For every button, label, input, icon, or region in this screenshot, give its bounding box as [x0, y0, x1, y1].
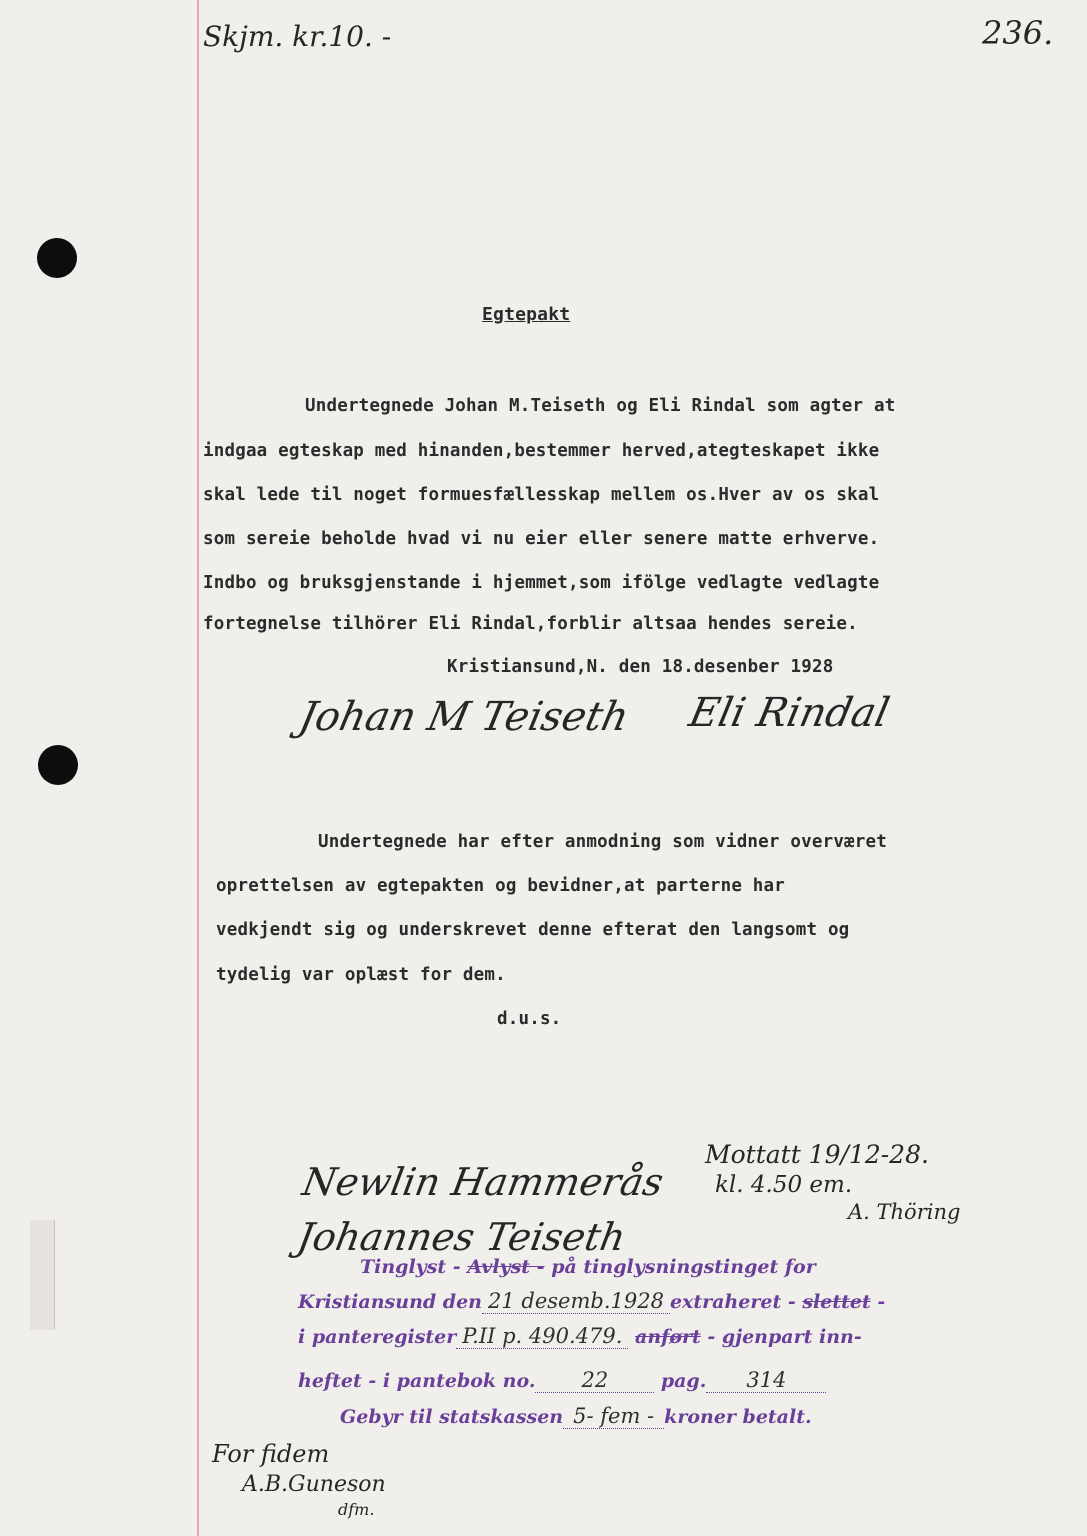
stamp-fee-amount: 5- fem - [563, 1404, 664, 1429]
stamp-place: Kristiansund den [298, 1291, 482, 1313]
ref-note: Skjm. kr.10. - [203, 20, 392, 53]
stamp-pag-label: pag. [660, 1370, 707, 1392]
received-note-line1: Mottatt 19/12-28. [705, 1140, 929, 1169]
stamp-line5 [340, 1404, 812, 1428]
para1-line: fortegnelse tilhörer Eli Rindal,forblir altsaa hendes sereie. [203, 614, 858, 634]
para2-line: Undertegnede har efter anmodning som vidner overværet [318, 832, 888, 852]
stamp-anfort: anført [635, 1326, 701, 1348]
para1-line: Undertegnede Johan M.Teiseth og Eli Rindal som agter at [305, 396, 896, 416]
para1-line: som sereie beholde hvad vi nu eier eller senere matte erhverve. [203, 529, 880, 549]
stamp-fee-label: Gebyr til statskassen [340, 1406, 564, 1428]
para2-line: oprettelsen av egtepakten og bevidner,at parterne har [216, 876, 786, 896]
para1-line: skal lede til noget formuesfællesskap mellem os.Hver av os skal [203, 485, 880, 505]
document-title: Egtepakt [482, 304, 571, 325]
para1-line: indgaa egteskap med hinanden,bestemmer herved,ategteskapet ikke [203, 441, 880, 461]
stamp-date: 21 desemb.1928 [482, 1289, 670, 1314]
para2-line: tydelig var oplæst for dem. [216, 965, 506, 985]
stamp-register-label: i panteregister [298, 1326, 457, 1348]
stamp-line4 [298, 1368, 826, 1392]
page-number: 236. [982, 14, 1054, 52]
witness-signature: Johannes Teiseth [294, 1215, 629, 1259]
signature-husband: Johan M Teiseth [295, 694, 633, 740]
punch-hole-top [37, 238, 77, 278]
received-note-line2: kl. 4.50 em. [715, 1172, 853, 1198]
para2-line: vedkjendt sig og underskrevet denne efterat den langsomt og [216, 920, 850, 940]
clerk-note-signature: A.B.Guneson [242, 1472, 386, 1497]
stamp-court: på tinglysningstinget for [551, 1256, 816, 1278]
clerk-note-line1: For fidem [212, 1440, 330, 1468]
stamp-slettet: slettet [802, 1291, 871, 1313]
stamp-tinglyst: Tinglyst - [360, 1256, 461, 1278]
place-date: Kristiansund,N. den 18.desenber 1928 [447, 657, 834, 677]
stamp-copy: - gjenpart inn- [707, 1326, 862, 1348]
stamp-line3 [298, 1324, 862, 1348]
witness-signature: Newlin Hammerås [299, 1160, 667, 1204]
stamp-avlyst: Avlyst - [467, 1256, 545, 1278]
margin-rule [197, 0, 199, 1536]
stamp-fee-suffix: kroner betalt. [664, 1406, 812, 1428]
closing: d.u.s. [497, 1009, 562, 1029]
stamp-line2: Kristiansund den 21 desemb.1928 extraheret - slettet - [298, 1289, 886, 1313]
torn-edge [30, 1220, 55, 1330]
para1-line: Indbo og bruksgjenstande i hjemmet,som ifölge vedlagte vedlagte [203, 573, 880, 593]
clerk-note-title: dfm. [338, 1500, 375, 1519]
stamp-heftet: heftet - i pantebok no. [298, 1370, 536, 1392]
received-note-signature: A. Thöring [848, 1200, 961, 1224]
signature-wife: Eli Rindal [685, 690, 894, 736]
stamp-book-no: 22 [535, 1368, 654, 1393]
stamp-line1 [360, 1256, 816, 1278]
stamp-extra: extraheret - [669, 1291, 796, 1313]
stamp-register-ref: P.II p. 490.479. [456, 1324, 628, 1349]
stamp-pag-no: 314 [706, 1368, 826, 1393]
punch-hole-bottom [38, 745, 78, 785]
